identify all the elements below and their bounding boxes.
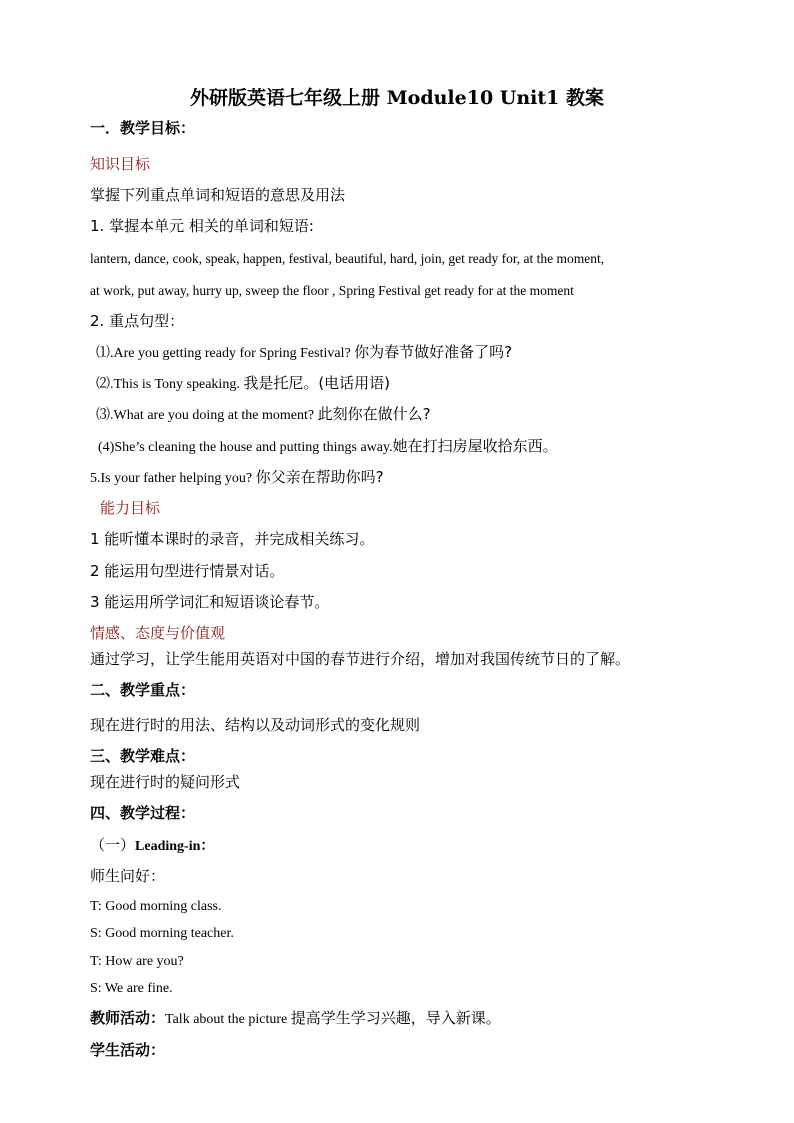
knowledge-goal-heading: 知识目标	[90, 155, 151, 173]
vocab-line-1: lantern, dance, cook, speak, happen, festival, beautiful, hard, join, get ready for, at the moment,	[90, 251, 605, 266]
key-sentence: ⑵.This is Tony speaking. 我是托尼。(电话用语)	[96, 374, 391, 392]
dialogue-line: T: Good morning class.	[90, 899, 222, 914]
section-heading-focus: 二、教学重点：	[90, 681, 196, 699]
key-sentence: (4)She’s cleaning the house and putting things away.她在打扫房屋收拾东西。	[98, 437, 558, 455]
vocab-line-2: at work, put away, hurry up, sweep the floor , Spring Festival get ready for at the moment	[90, 283, 574, 298]
dialogue-line: S: Good morning teacher.	[90, 926, 234, 941]
key-sentence: 5.Is your father helping you? 你父亲在帮助你吗?	[90, 468, 384, 486]
dialogue-line: T: How are you?	[90, 954, 184, 969]
emotion-goal-text: 通过学习，让学生能用英语对中国的春节进行介绍，增加对我国传统节日的了解。	[90, 650, 631, 668]
ability-item: 2 能运用句型进行情景对话。	[90, 562, 285, 580]
sentence-pattern-label: 2. 重点句型：	[90, 312, 185, 330]
ability-item: 1 能听懂本课时的录音，并完成相关练习。	[90, 530, 375, 548]
greeting-label: 师生问好：	[90, 867, 166, 885]
student-activity-label: 学生活动：	[90, 1041, 166, 1059]
key-sentence: ⑴.Are you getting ready for Spring Festival? 你为春节做好准备了吗?	[96, 343, 513, 361]
teacher-activity: 教师活动：Talk about the picture 提高学生学习兴趣，导入新课。	[90, 1009, 501, 1027]
focus-text: 现在进行时的用法、结构以及动词形式的变化规则	[90, 716, 421, 734]
page-title: 外研版英语七年级上册 Module10 Unit1 教案	[190, 87, 604, 109]
section-heading-difficulty: 三、教学难点：	[90, 747, 196, 765]
leading-in-heading: （一）Leading-in：	[90, 836, 215, 854]
ability-goal-heading: 能力目标	[100, 499, 161, 517]
key-sentence: ⑶.What are you doing at the moment? 此刻你在做什么?	[96, 405, 431, 423]
difficulty-text: 现在进行时的疑问形式	[90, 773, 241, 791]
dialogue-line: S: We are fine.	[90, 981, 173, 996]
ability-item: 3 能运用所学词汇和短语谈论春节。	[90, 593, 330, 611]
section-heading-objectives: 一．教学目标：	[90, 119, 196, 137]
vocab-item-label: 1. 掌握本单元 相关的单词和短语:	[90, 217, 314, 235]
knowledge-intro: 掌握下列重点单词和短语的意思及用法	[90, 186, 346, 204]
section-heading-process: 四、教学过程：	[90, 804, 196, 822]
emotion-goal-heading: 情感、态度与价值观	[90, 624, 226, 642]
